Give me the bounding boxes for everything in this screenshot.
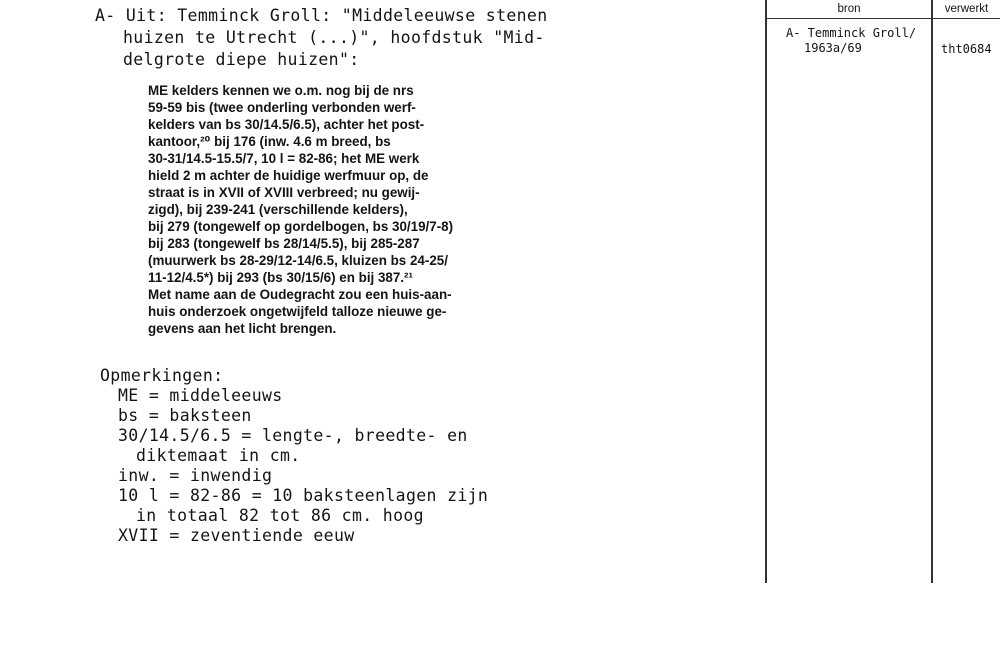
remark-me: ME = middeleeuws [118,386,283,405]
remark-layers: 10 l = 82-86 = 10 baksteenlagen zijn [118,486,489,505]
remark-xvii: XVII = zeventiende eeuw [118,526,355,545]
heading-line-1: A- Uit: Temminck Groll: "Middeleeuwse stenen [95,6,548,25]
quote-line-13: Met name aan de Oudegracht zou een huis-aan- [148,287,452,302]
quote-line-12: 11-12/4.5*) bij 293 (bs 30/15/6) en bij 387.²¹ [148,270,413,285]
quote-line-14: huis onderzoek ongetwijfeld talloze nieuwe ge- [148,304,447,319]
table-header-rule [765,18,1000,19]
remark-bs: bs = baksteen [118,406,252,425]
quote-line-8: zigd), bij 239-241 (verschillende kelders), [148,202,408,217]
quote-line-10: bij 283 (tongewelf bs 28/14/5.5), bij 285-287 [148,236,420,251]
source-line-1: A- Temminck Groll/ [786,26,917,40]
quote-line-7: straat is in XVII of XVIII verbreed; nu gewij- [148,185,420,200]
quote-line-15: gevens aan het licht brengen. [148,321,337,336]
remark-dimensions: 30/14.5/6.5 = lengte-, breedte- en [118,426,468,445]
quote-line-2: 59-59 bis (twee onderling verbonden werf- [148,100,416,115]
quote-line-11: (muurwerk bs 28-29/12-14/6.5, kluizen bs 24-25/ [148,253,448,268]
quote-line-3: kelders van bs 30/14.5/6.5), achter het post- [148,117,425,132]
quote-line-9: bij 279 (tongewelf op gordelbogen, bs 30/19/7-8) [148,219,454,234]
remark-dimensions-cont: diktemaat in cm. [136,446,301,465]
heading-line-2: huizen te Utrecht (...)", hoofdstuk "Mid- [123,28,545,47]
header-bron: bron [837,3,861,15]
table-left-border [765,0,767,583]
heading-line-3: delgrote diepe huizen": [123,50,360,69]
remarks-title: Opmerkingen: [100,366,224,385]
source-line-2: 1963a/69 [804,41,862,55]
table-mid-border [931,0,933,583]
quote-line-1: ME kelders kennen we o.m. nog bij de nrs [148,83,414,98]
quote-line-5: 30-31/14.5-15.5/7, 10 l = 82-86; het ME werk [148,151,420,166]
header-verwerkt: verwerkt [944,3,989,15]
processed-code: tht0684 [941,42,992,56]
remark-inw: inw. = inwendig [118,466,273,485]
remark-layers-cont: in totaal 82 tot 86 cm. hoog [136,506,424,525]
quote-line-4: kantoor,²⁰ bij 176 (inw. 4.6 m breed, bs [148,134,391,149]
quote-line-6: hield 2 m achter de huidige werfmuur op, de [148,168,429,183]
